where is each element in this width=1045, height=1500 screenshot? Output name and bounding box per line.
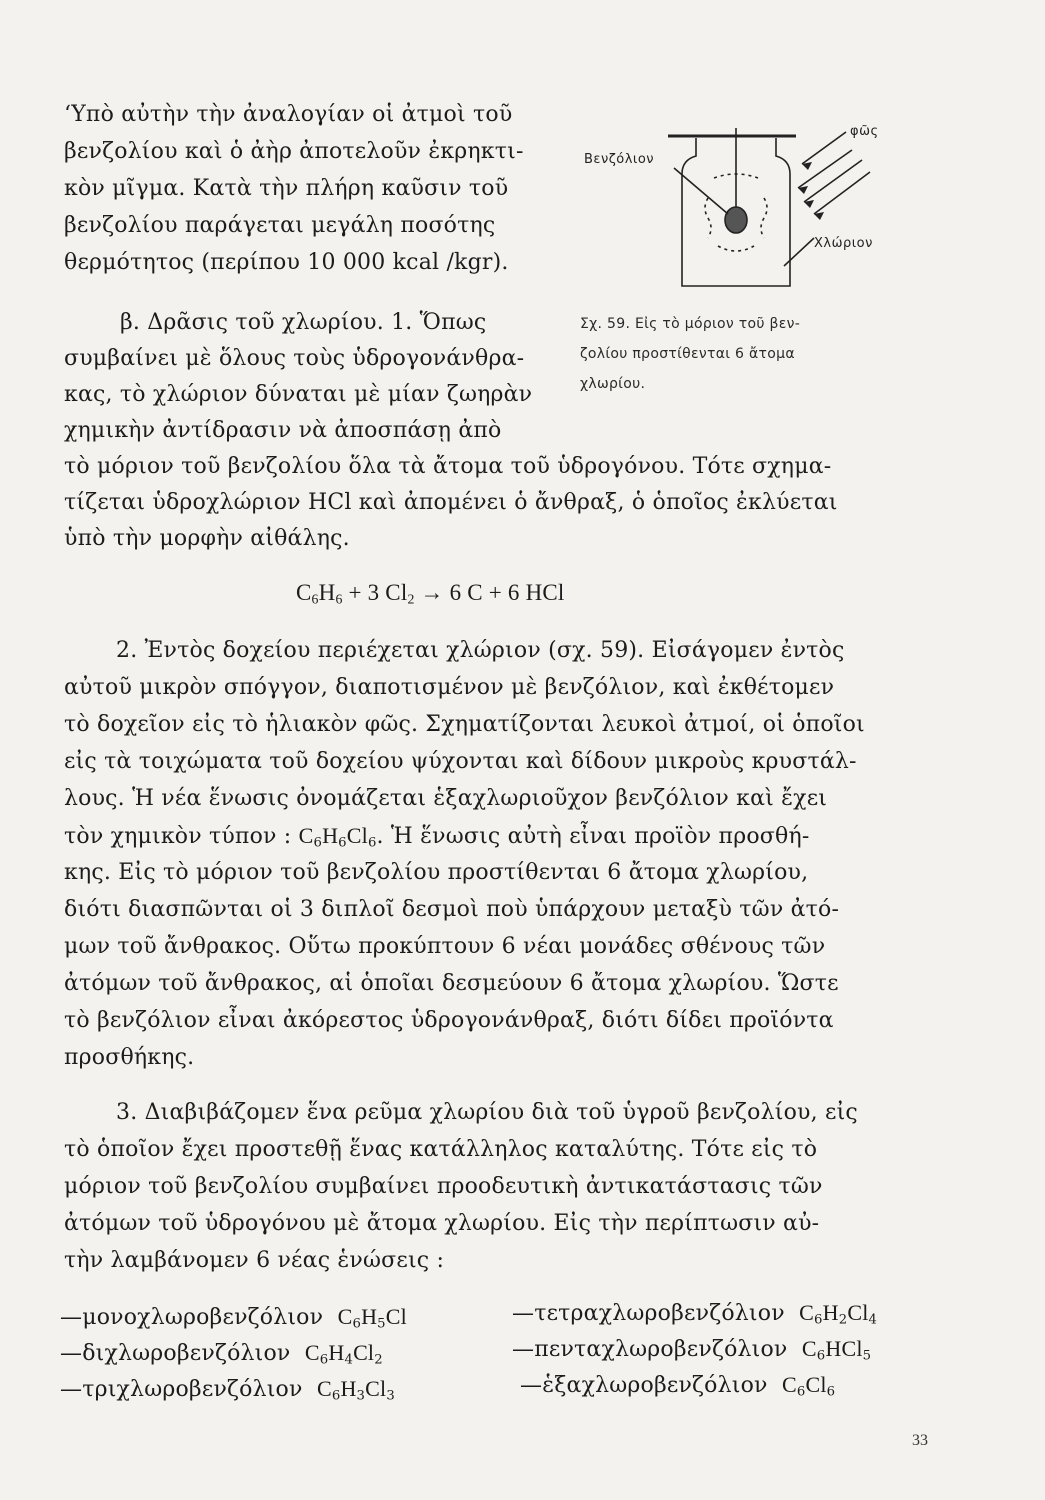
eq-h: H	[318, 580, 336, 605]
compound-formula-sub: 3	[356, 1388, 366, 1404]
para3-line: ἀτόμων τοῦ ὑδρογόνου μὲ ἄτομα χλωρίου. Εἰς τὴν περίπτωσιν αὐ-	[64, 1211, 820, 1236]
eq-arrow: →	[420, 580, 444, 605]
compound-formula-el: C	[782, 1372, 797, 1397]
section-b-line: τίζεται ὑδροχλώριον HCl καὶ ἀπομένει ὁ ἄνθραξ, ὁ ὁποῖος ἐκλύεται	[64, 490, 838, 515]
compound-formula-el: C	[801, 1336, 817, 1361]
compound-formula-sub: 6	[331, 1388, 341, 1404]
compound-name: —τετραχλωροβενζόλιον	[512, 1301, 785, 1326]
compound-formula-sub: 6	[814, 1312, 823, 1328]
compound-formula-sub: 2	[374, 1352, 383, 1368]
eq-cl-sub: 2	[407, 591, 415, 607]
section-b-line: κας, τὸ χλώριον δύναται μὲ μίαν ζωηρὰν	[64, 382, 533, 407]
compound-formula-el: H	[340, 1376, 357, 1401]
para2-line: εἰς τὰ τοιχώματα τοῦ δοχείου ψύχονται καὶ δίδουν μικροὺς κρυστάλ-	[64, 749, 857, 774]
compound-formula-sub: 2	[838, 1312, 848, 1328]
para2-line: τὸ δοχεῖον εἰς τὸ ἡλιακὸν φῶς. Σχηματίζονται λευκοὶ ἀτμοί, οἱ ὁποῖοι	[64, 712, 865, 737]
compound-formula-sub: 3	[386, 1388, 395, 1404]
intro-line: βενζολίου παράγεται μεγάλη ποσότης	[64, 213, 496, 238]
para2-formula-after: . Ἡ ἕνωσις αὐτὴ εἶναι προϊὸν προσθή-	[376, 824, 810, 849]
formula-h-sub: 6	[338, 835, 347, 851]
compound-name: —διχλωροβενζόλιον	[60, 1341, 291, 1366]
compound-formula-el: Cl	[805, 1372, 827, 1397]
compound-item	[60, 1338, 383, 1369]
formula-cl: Cl	[346, 823, 368, 848]
compound-formula-el: H	[825, 1336, 842, 1361]
intro-line: βενζολίου καὶ ὁ ἀὴρ ἀποτελοῦν ἐκρηκτι-	[64, 139, 524, 164]
compound-item	[512, 1298, 877, 1329]
compound-formula-el: C	[337, 1304, 353, 1329]
reaction-equation	[296, 578, 565, 608]
para2-formula-line	[64, 821, 809, 852]
section-b-line: συμβαίνει μὲ ὅλους τοὺς ὑδρογονάνθρα-	[64, 346, 525, 371]
figure-label-benzene: Βενζόλιον	[584, 152, 655, 167]
benzene-chlorine-jar-illustration	[578, 118, 933, 308]
compound-formula-el: C	[316, 1376, 332, 1401]
page-number: 33	[912, 1432, 928, 1449]
eq-rhs: 6 C + 6 HCl	[449, 580, 565, 605]
compound-formula-el: C	[304, 1340, 320, 1365]
section-b-line: χημικὴν ἀντίδρασιν νὰ ἀποσπάσῃ ἀπὸ	[64, 418, 502, 443]
figure-label-light: φῶς	[850, 124, 879, 139]
compound-formula-sub: 5	[377, 1316, 386, 1332]
para3-line: τὴν λαμβάνομεν 6 νέας ἑνώσεις :	[64, 1248, 445, 1273]
eq-h-sub: 6	[335, 591, 343, 607]
para2-line: τὸ βενζόλιον εἶναι ἀκόρεστος ὑδρογονάνθραξ, διότι δίδει προϊόντα	[64, 1008, 834, 1033]
compound-formula-el: C	[799, 1300, 815, 1325]
compound-name: —ἑξαχλωροβενζόλιον	[520, 1373, 768, 1398]
compound-formula-sub: 6	[826, 1384, 836, 1400]
para2-line: αὐτοῦ μικρὸν σπόγγον, διαποτισμένον μὲ βενζόλιον, καὶ ἐκθέτομεν	[64, 675, 835, 700]
compound-name: —πενταχλωροβενζόλιον	[512, 1337, 788, 1362]
intro-line: ‘Υπὸ αὐτὴν τὴν ἀναλογίαν οἱ ἀτμοὶ τοῦ	[64, 102, 513, 127]
para2-line: μων τοῦ ἄνθρακος. Οὕτω προκύπτουν 6 νέαι μονάδες σθένους τῶν	[64, 934, 826, 959]
eq-c-sub: 6	[311, 591, 319, 607]
compound-name: —τριχλωροβενζόλιον	[60, 1377, 303, 1402]
intro-line: θερμότητος (περίπου 10 000 kcal /kgr).	[64, 250, 509, 275]
section-b-line: β. Δρᾶσις τοῦ χλωρίου. 1. Ὅπως	[120, 310, 487, 335]
eq-plus-cl: + 3 Cl	[348, 580, 408, 605]
section-b-line: ὑπὸ τὴν μορφὴν αἰθάλης.	[64, 526, 350, 551]
compound-formula-sub: 5	[862, 1348, 872, 1364]
formula-c-sub: 6	[313, 835, 323, 851]
compound-formula-sub: 6	[352, 1316, 362, 1332]
compound-formula-el: Cl	[847, 1300, 869, 1325]
para2-line: διότι διασπῶνται οἱ 3 διπλοῖ δεσμοὶ ποὺ ὑπάρχουν μεταξὺ τῶν ἀτό-	[64, 897, 840, 922]
compound-item	[520, 1370, 835, 1401]
compound-formula-el: Cl	[385, 1304, 407, 1329]
compound-formula-el: Cl	[353, 1340, 375, 1365]
intro-line: κὸν μῖγμα. Κατὰ τὴν πλήρη καῦσιν τοῦ	[64, 176, 509, 201]
compound-formula-sub: 6	[319, 1352, 329, 1368]
figure-caption-line: Σχ. 59. Εἰς τὸ μόριον τοῦ βεν-	[580, 316, 801, 332]
compound-formula-el: Cl	[841, 1336, 863, 1361]
para2-line: λους. Ἡ νέα ἕνωσις ὀνομάζεται ἑξαχλωριοῦχον βενζόλιον καὶ ἔχει	[64, 786, 828, 811]
figure-caption-line: χλωρίου.	[580, 376, 646, 392]
compound-formula-el: H	[822, 1300, 839, 1325]
formula-h: H	[322, 823, 339, 848]
compound-name: —μονοχλωροβενζόλιον	[60, 1305, 324, 1330]
compound-formula-el: H	[328, 1340, 345, 1365]
compound-formula-sub: 4	[868, 1312, 878, 1328]
compound-item	[512, 1334, 871, 1365]
compound-item	[60, 1302, 407, 1333]
section-b-line: τὸ μόριον τοῦ βενζολίου ὅλα τὰ ἄτομα τοῦ ὑδρογόνου. Τότε σχημα-	[64, 454, 832, 479]
compound-formula-sub: 4	[344, 1352, 354, 1368]
para2-line: 2. Ἐντὸς δοχείου περιέχεται χλώριον (σχ. 59). Εἰσάγομεν ἐντὸς	[116, 638, 845, 663]
compound-formula-sub: 6	[816, 1348, 826, 1364]
formula-c: C	[298, 823, 314, 848]
para2-line: ἀτόμων τοῦ ἄνθρακος, αἱ ὁποῖαι δεσμεύουν 6 ἄτομα χλωρίου. Ὥστε	[64, 971, 839, 996]
compound-formula-el: H	[361, 1304, 378, 1329]
para2-formula-before: τὸν χημικὸν τύπον :	[64, 824, 299, 849]
para2-line: κης. Εἰς τὸ μόριον τοῦ βενζολίου προστίθενται 6 ἄτομα χλωρίου,	[64, 860, 809, 885]
para3-line: τὸ ὁποῖον ἔχει προστεθῇ ἕνας κατάλληλος καταλύτης. Τότε εἰς τὸ	[64, 1137, 818, 1162]
figure-caption-line: ζολίου προστίθενται 6 ἄτομα	[580, 346, 795, 362]
compound-formula-el: Cl	[365, 1376, 387, 1401]
eq-c: C	[296, 580, 312, 605]
para3-line: μόριον τοῦ βενζολίου συμβαίνει προοδευτικὴ ἀντικατάστασις τῶν	[64, 1174, 823, 1199]
formula-cl-sub: 6	[367, 835, 377, 851]
compound-formula-sub: 6	[796, 1384, 806, 1400]
figure-59	[578, 118, 933, 308]
para2-line: προσθήκης.	[64, 1045, 195, 1070]
compound-item	[60, 1374, 395, 1405]
figure-label-chlorine: Χλώριον	[814, 236, 873, 251]
para3-line: 3. Διαβιβάζομεν ἕνα ρεῦμα χλωρίου διὰ τοῦ ὑγροῦ βενζολίου, εἰς	[116, 1100, 858, 1125]
